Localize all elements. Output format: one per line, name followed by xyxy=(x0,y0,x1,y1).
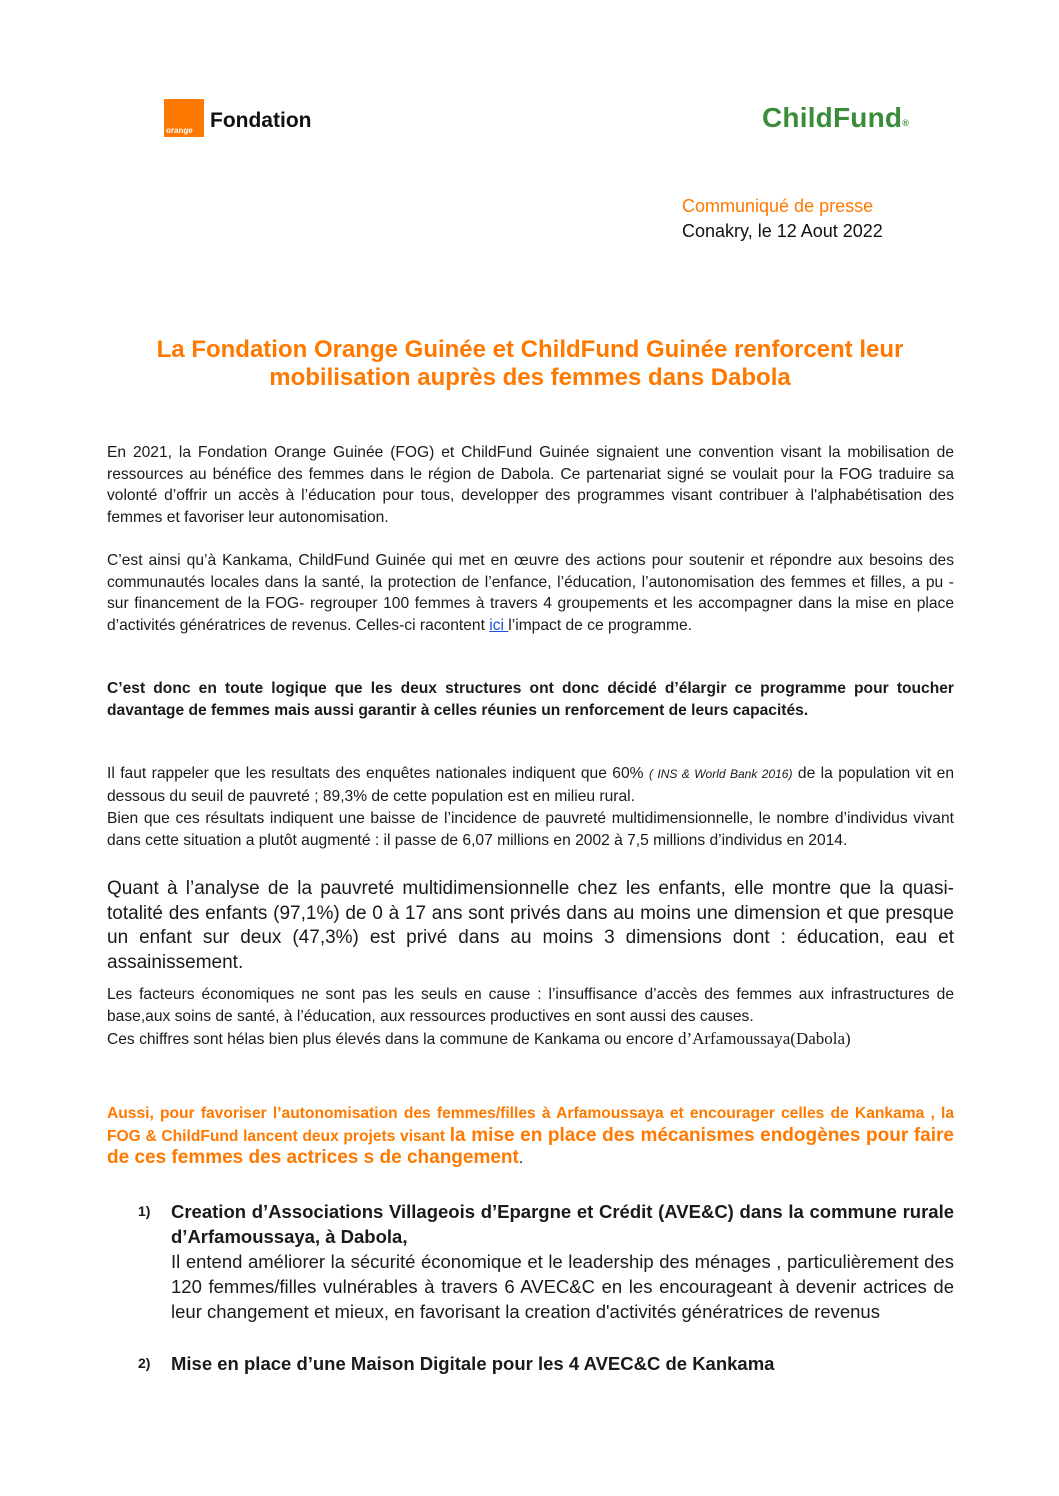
paragraph-text: C’est donc en toute logique que les deux structures ont donc décidé d’élargir ce programme pour toucher davantage de femmes mais aussi garantir à celles réunies un renforcement de leurs capacités. xyxy=(107,680,954,719)
paragraph-poverty-stats xyxy=(107,763,954,807)
list-item-content xyxy=(171,1351,954,1376)
childfund-trademark: ® xyxy=(902,118,910,128)
orange-logo-text: orange xyxy=(166,126,193,135)
text-segment-large: la mise en place des mécanismes endogènes pour faire de ces femmes des actrices s de changement xyxy=(107,1124,954,1168)
ici-link[interactable]: ici xyxy=(489,616,509,634)
paragraph-text: En 2021, la Fondation Orange Guinée (FOG) et ChildFund Guinée signaient une convention visant la mobilisation de ressources au bénéfice des femmes dans le région de Dabola. Ce partenariat signé se voulait pour la FOG traduire sa volonté d’offrir un accès à l’éducation pour tous, developper des programmes visant contribuer à l'alphabétisation des femmes et favoriser leur autonomisation. xyxy=(107,444,954,526)
text-segment: Ces chiffres sont hélas bien plus élevés dans la commune de Kankama ou encore xyxy=(107,1031,678,1048)
text-segment: Aussi, pour favoriser l’autonomisation des femmes/filles à Arfamoussaya et encourager celles de Kankama , la FOG & ChildFund lancent deux projets visant xyxy=(107,1105,954,1145)
paragraph-figures xyxy=(107,1028,954,1051)
list-item-content xyxy=(171,1199,954,1324)
list-item-number: 1) xyxy=(138,1203,151,1219)
paragraph-projects-intro xyxy=(107,1103,954,1170)
fondation-logo-text: Fondation xyxy=(210,109,312,132)
paragraph-incidence xyxy=(107,808,954,851)
list-item-body: Il entend améliorer la sécurité économique et le leadership des ménages , particulièrement des 120 femmes/filles vulnérables à travers 6 AVEC&C en les encourageant à devenir actrices de leur changement et mieux, en favorisant la creation d'activités génératrices de revenus xyxy=(171,1251,954,1322)
text-segment: Il faut rappeler que les resultats des enquêtes nationales indiquent que 60% xyxy=(107,765,649,782)
paragraph-text xyxy=(107,1028,954,1051)
paragraph-logic xyxy=(107,678,954,721)
paragraph-factors xyxy=(107,984,954,1027)
list-item-heading: Mise en place d’une Maison Digitale pour les 4 AVEC&C de Kankama xyxy=(171,1353,775,1374)
paragraph-kankama xyxy=(107,550,954,636)
press-release-date: Conakry, le 12 Aout 2022 xyxy=(682,221,883,241)
text-segment: de la population vit en dessous du seuil de pauvreté ; 89,3% de cette population est en milieu rural. xyxy=(107,765,954,805)
paragraph-text xyxy=(107,1103,954,1170)
document-title: La Fondation Orange Guinée et ChildFund Guinée renforcent leur mobilisation auprès des femmes dans Dabola xyxy=(156,336,904,391)
paragraph-intro xyxy=(107,442,954,528)
paragraph-text xyxy=(107,763,954,807)
orange-logo xyxy=(164,99,204,137)
text-segment-serif: d’Arfamoussaya(Dabola) xyxy=(677,1029,851,1048)
paragraph-text-before-link: C’est ainsi qu’à Kankama, ChildFund Guinée qui met en œuvre des actions pour soutenir et répondre aux besoins des communautés locales dans la santé, la protection de l’enfance, l’éducation, l’autonomisation des femmes et filles, a pu - sur financement de la FOG- regrouper 100 femmes à travers 4 groupements et les accompagner dans la mise en place d’activités génératrices de revenus. Celles-ci racontent xyxy=(107,552,954,634)
list-item-heading: Creation d’Associations Villageois d’Epargne et Crédit (AVE&C) dans la commune rurale d’Arfamoussaya, à Dabola, xyxy=(171,1201,954,1247)
childfund-logo-text: ChildFund xyxy=(762,102,903,133)
list-item-number: 2) xyxy=(138,1355,151,1371)
press-release-label: Communiqué de presse xyxy=(682,196,874,216)
paragraph-text: Quant à l’analyse de la pauvreté multidimensionnelle chez les enfants, elle montre que la quasi-totalité des enfants (97,1%) de 0 à 17 ans sont privés dans au moins une dimension et que presque un enfant sur deux (47,3%) est privé dans au moins 3 dimensions dont : éducation, eau et assainissement. xyxy=(107,878,954,973)
paragraph-children xyxy=(107,877,954,975)
text-segment: . xyxy=(518,1150,524,1167)
paragraph-text: Les facteurs économiques ne sont pas les seuls en cause : l’insuffisance d’accès des femmes aux infrastructures de base,aux soins de santé, à l’éducation, aux ressources productives en sont aussi des causes. xyxy=(107,986,954,1025)
source-citation: ( INS & World Bank 2016) xyxy=(648,767,793,781)
childfund-logo xyxy=(762,102,909,134)
paragraph-text-after-link: l’impact de ce programme. xyxy=(508,616,693,634)
paragraph-text xyxy=(107,550,954,636)
paragraph-text: Bien que ces résultats indiquent une baisse de l’incidence de pauvreté multidimensionnelle, le nombre d’individus vivant dans cette situation a plutôt augmenté : il passe de 6,07 millions en 2002 à 7,5 millions d’individus en 2014. xyxy=(107,810,954,849)
